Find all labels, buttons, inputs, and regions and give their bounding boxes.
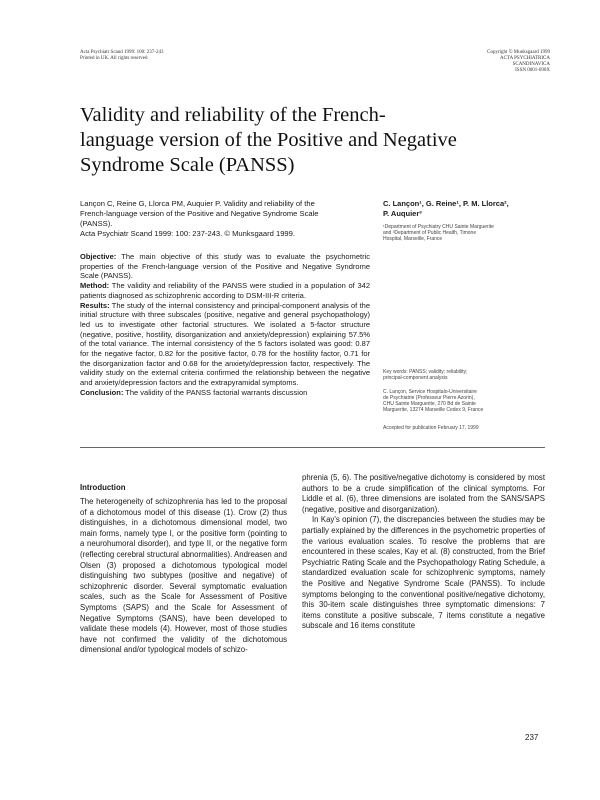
journal-line: Printed in UK. All rights reserved xyxy=(80,56,148,61)
affiliation-line: Hospital, Marseille, France xyxy=(383,236,443,242)
conclusion-text: The validity of the PANSS factorial warrants discussion xyxy=(123,387,308,397)
citation-line: (PANSS). xyxy=(80,219,113,228)
citation-line: Lançon C, Reine G, Llorca PM, Auquier P. Validity and reliability of the xyxy=(80,199,315,208)
correspondence-line: CHU Sainte Marguerite, 270 Bd de Sainte xyxy=(383,401,476,407)
body-paragraph: phrenia (5, 6). The positive/negative dichotomy is considered by most authors to be a crude simplification of the clinical symptoms. For Liddle et al. (6), three dimensions are isolated from the SANS/SAPS (negative, positive and disorganization). xyxy=(302,473,545,514)
author-list xyxy=(383,199,553,219)
citation-line: French-language version of the Positive and Negative Syndrome Scale xyxy=(80,209,319,218)
author-line: C. Lançon¹, G. Reine¹, P. M. Llorca², xyxy=(383,199,509,208)
title-line: language version of the Positive and Negative xyxy=(80,129,457,151)
objective-text: The main objective of this study was to evaluate the psychometric properties of the French-language version of the Positive and Negative Syndrome Scale (PANSS). xyxy=(80,252,370,281)
title-line: Syndrome Scale (PANSS) xyxy=(80,154,295,176)
journal-line: Acta Psychiatr Scand 1999: 100: 237-243 xyxy=(80,50,164,55)
page-number: 237 xyxy=(525,733,539,742)
issn-line: ISSN 0001-690X xyxy=(515,68,550,73)
correspondence-line: C. Lançon, Service Hospitalo-Universitaire xyxy=(383,389,477,395)
method-text: The validity and reliability of the PANSS were studied in a population of 342 patients diagnosed as schizophrenic according to DSM-III-R criteria. xyxy=(80,281,370,300)
copyright-line: Copyright © Munksgaard 1999 xyxy=(487,50,550,55)
title-line: Validity and reliability of the French- xyxy=(80,104,386,126)
correspondence-address xyxy=(383,389,533,413)
abstract-conclusion xyxy=(80,388,370,398)
citation-line: Acta Psychiatr Scand 1999: 100: 237-243. © Munksgaard 1999. xyxy=(80,229,295,238)
body-column-left xyxy=(80,497,287,656)
abstract-results xyxy=(80,301,370,388)
affiliation-line: and ³Department of Public Health, Timone xyxy=(383,230,477,236)
keywords xyxy=(383,369,533,381)
section-heading-introduction: Introduction xyxy=(80,483,126,492)
acceptance-date: Accepted for publication February 17, 1999 xyxy=(383,425,479,431)
correspondence-line: Marguerite, 13274 Marseille Cedex 9, France xyxy=(383,407,484,413)
abstract-method xyxy=(80,281,370,300)
body-paragraph: In Kay's opinion (7), the discrepancies between the studies may be partially explained by the differences in the psychometric properties of the various evaluation scales. To resolve the problems that are encountered in these scales, Kay et al. (8) constructed, from the Brief Psychiatric Rating Scale and the Psychopathology Rating Schedule, a standardized evaluation scale for schizophrenic symptoms, namely the Positive and Negative Syndrome Scale (PANSS). To include symptoms belonging to the conventional positive/negative dichotomy, this 30-item scale distinguishes three symptomatic dimensions: 7 items constitute a positive subscale, 7 items constitute a negative subscale and 16 items constitute xyxy=(302,515,545,631)
article-title xyxy=(80,103,540,178)
journal-name-line: SCANDINAVICA xyxy=(512,62,550,67)
journal-citation-header xyxy=(80,50,240,62)
abstract xyxy=(80,252,370,398)
body-column-right xyxy=(302,473,545,632)
affiliation-line: ¹Department of Psychiatry CHU Sainte Marguerite xyxy=(383,224,494,230)
correspondence-line: de Psychiatrie (Professeur Pierre Azorin), xyxy=(383,395,475,401)
section-divider xyxy=(80,447,545,448)
method-label: Method: xyxy=(80,281,110,291)
results-label: Results: xyxy=(80,300,110,310)
abstract-objective xyxy=(80,252,370,281)
results-text: The study of the internal consistency and principal-component analysis of the initial structure with three subscales (positive, negative and general psychopathology) led us to investigate other factorial structures. We isolated a 5-factor structure (negative, positive, hostility, disorganization and anxiety/depression) explaining 57.5% of the total variance. The internal consistency of the 5 factors isolated was good: 0.87 for the negative factor, 0.82 for the positive factor, 0.78 for the hostility factor, 0.71 for the disorganization factor and 0.68 for the anxiety/depression factor, respectively. The validity study on the external criteria confirmed the relationship between the negative and anxiety/depression factors and the extrapyramidal symptoms. xyxy=(80,300,370,388)
article-citation xyxy=(80,199,370,239)
conclusion-label: Conclusion: xyxy=(80,387,124,397)
author-line: P. Auquier³ xyxy=(383,209,422,218)
keywords-line: principal-component analysis xyxy=(383,375,448,381)
copyright-header xyxy=(440,50,550,74)
body-paragraph: The heterogeneity of schizophrenia has led to the proposal of a dichotomous model of this disease (1). Crow (2) thus distinguishes, in a dichotomous dimensional model, two main forms, namely type I, or the positive form (pointing to a neurohumoral disorder), and type II, or the negative form (reflecting cerebral structural abnormalities). Andreasen and Olsen (3) proposed a dichotomous typological model distinguishing two subtypes (positive and negative) of schizophrenic disorder. Several symptomatic evaluation scales, such as the Scale for Assessment of Positive Symptoms (SAPS) and the Scale for Assessment of Negative Symptoms (SANS), have been developed to validate these models (4). However, most of those studies have not confirmed the validity of the dichotomous dimensional and/or typological models of schizo- xyxy=(80,497,287,655)
author-affiliations xyxy=(383,224,543,242)
objective-label: Objective: xyxy=(80,252,117,261)
journal-name-line: ACTA PSYCHIATRICA xyxy=(499,56,550,61)
keywords-line: Key words: PANSS; validity; reliability; xyxy=(383,369,468,375)
